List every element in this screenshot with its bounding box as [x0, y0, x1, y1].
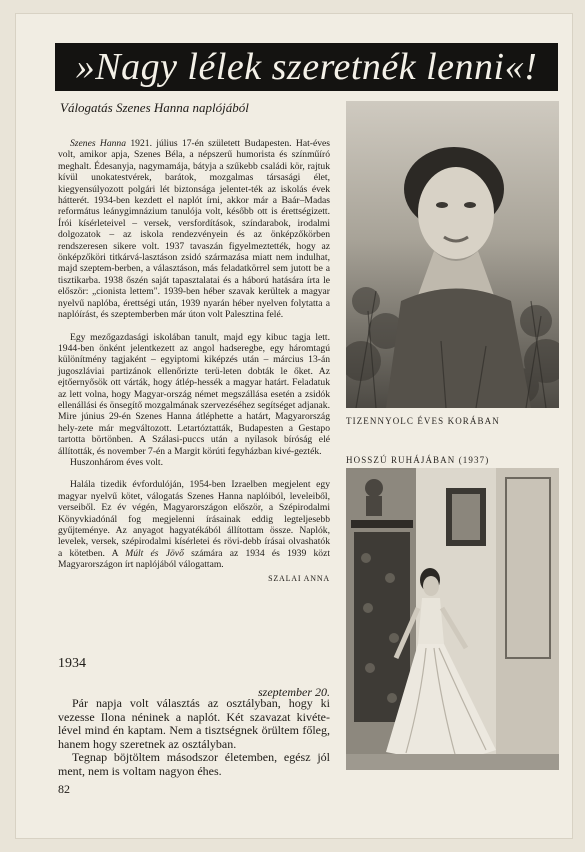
- intro-paragraph-4-end: számára az 1934 és 1939 közt Magyarországon írt naplójából válogattam.: [58, 547, 330, 571]
- diary-year: 1934: [58, 656, 86, 671]
- author-signature: SZALAI ANNA: [268, 573, 330, 583]
- article-subtitle: Válogatás Szenes Hanna naplójából: [60, 100, 249, 115]
- portrait-photo-graphic: [346, 101, 559, 408]
- diary-paragraph-1: Pár napja volt választás az osztályban, hogy ki vezesse Ilona néninek a naplót. Két szavazat kivéte-lével mind én kaptam. Nem a tisztségnek örültem főleg, hanem hogy szeretnek az osztályban.: [58, 696, 330, 751]
- intro-paragraph-1: [58, 138, 330, 321]
- intro-paragraph-4-text: Halála tizedik évfordulóján, 1954-ben Izraelben megjelent egy magyar nyelvű kötet, válogatás Szenes Hanna naplóiból, leveleiből, verseiből. Ez év végén, Magyarországon először, a Szépirodalmi Könyvkiadónál fog megjelenni írásainak eddig legteljesebb gyűjteménye. Az anyagot hagyatékából állítottam össze. Naplók, levelek, versek, szépirodalmi kísérletei és rövi-debb írásai olvashatók a kötetben. A: [58, 479, 330, 559]
- intro-paragraph-1-text: 1921. július 17-én született Budapesten. Hat-éves volt, amikor apja, Szenes Béla, a népszerű humorista és színműíró meghalt. Édesanyja, nagymamája, bátyja a szűkebb családi kör, rajtuk kívül unokatestvérek, barátok, mozgalmas társasági élet, kiegyensúlyozott polgári lét biztonsága jelentet-ték az iskolás évek hátterét. 1934-ben kezdett el naplót írni, akkor már a Baár–Madas református leánygimnázium tanulója volt, később ott is érettségizett. Írói kísérleteivel – versek, versfordítások, színdarabok, irodalmi dolgozatok – az iskola rendezvényein és az önképzőkörben rendszeresen sikere volt. 1937 tavaszán figyelmeztették, hogy az önképzőköri titkárvá-lasztáson zsidó származása miatt nem indulhat, majd szeptem-berben, a választáson, más feladatkörrel sem jutott be a tisztikarba. 1938 őszén saját tapasztalatai és a háború hatására írta le először: „cionista lettem". 1939-ben héber szavak kerültek a magyar nyelvű naplóba, érettségi után, 1939 nyarán héber nyelven folytatta a naplóírást, és szeptemberben már úton volt Palesztina felé.: [58, 138, 331, 321]
- intro-paragraph-3: Huszonhárom éves volt.: [70, 456, 163, 468]
- dress-caption: HOSSZÚ RUHÁJÁBAN (1937): [346, 455, 490, 465]
- portrait-caption: TIZENNYOLC ÉVES KORÁBAN: [346, 416, 500, 426]
- page-title: »Nagy lélek szeretnék lenni«!: [55, 43, 558, 91]
- dress-photo-graphic: [346, 468, 559, 770]
- diary-date: szeptember 20.: [258, 685, 330, 699]
- intro-name: Szenes Hanna: [70, 138, 127, 149]
- diary-paragraph-2: Tegnap böjtöltem másodszor életemben, egész jól ment, nem is voltam nagyon éhes.: [58, 750, 330, 778]
- intro-paragraph-4: [58, 479, 330, 570]
- dress-photo: [346, 468, 559, 770]
- journal-name: Múlt és Jövő: [125, 547, 184, 559]
- intro-text: [58, 138, 330, 584]
- page-number: 82: [58, 782, 70, 796]
- intro-paragraph-2: Egy mezőgazdasági iskolában tanult, majd egy kibuc tagja lett. 1944-ben önként jelentkezett az angol hadseregbe, egy háromtagú különítmény tagjaként – egyiptomi kiképzés után – március 13-án jugoszláviai partizánok ellenőrizte terü-leten dobták le őket. Az ejtőernyősök ott várták, hogy átlép-hessék a magyar határt. Feladatuk az lett volna, hogy Magyar-ország német megszállása esetén a zsidók ellenállási és önsegítő mozgalmának szervezéséhez segítséget adjanak. Mire június 29-én Szenes Hanna átléphette a határt, Magyarország hely-zete már megváltozott. Letartóztatták, Budapesten a Gestapo tartotta börtönben. A Szálasi-puccs után a nyilasok bíróság elé állították, és november 7-én a Margit körúti fegyházban kivé-gezték.: [58, 331, 330, 457]
- portrait-photo: [346, 101, 559, 408]
- diary-entry: [58, 697, 330, 779]
